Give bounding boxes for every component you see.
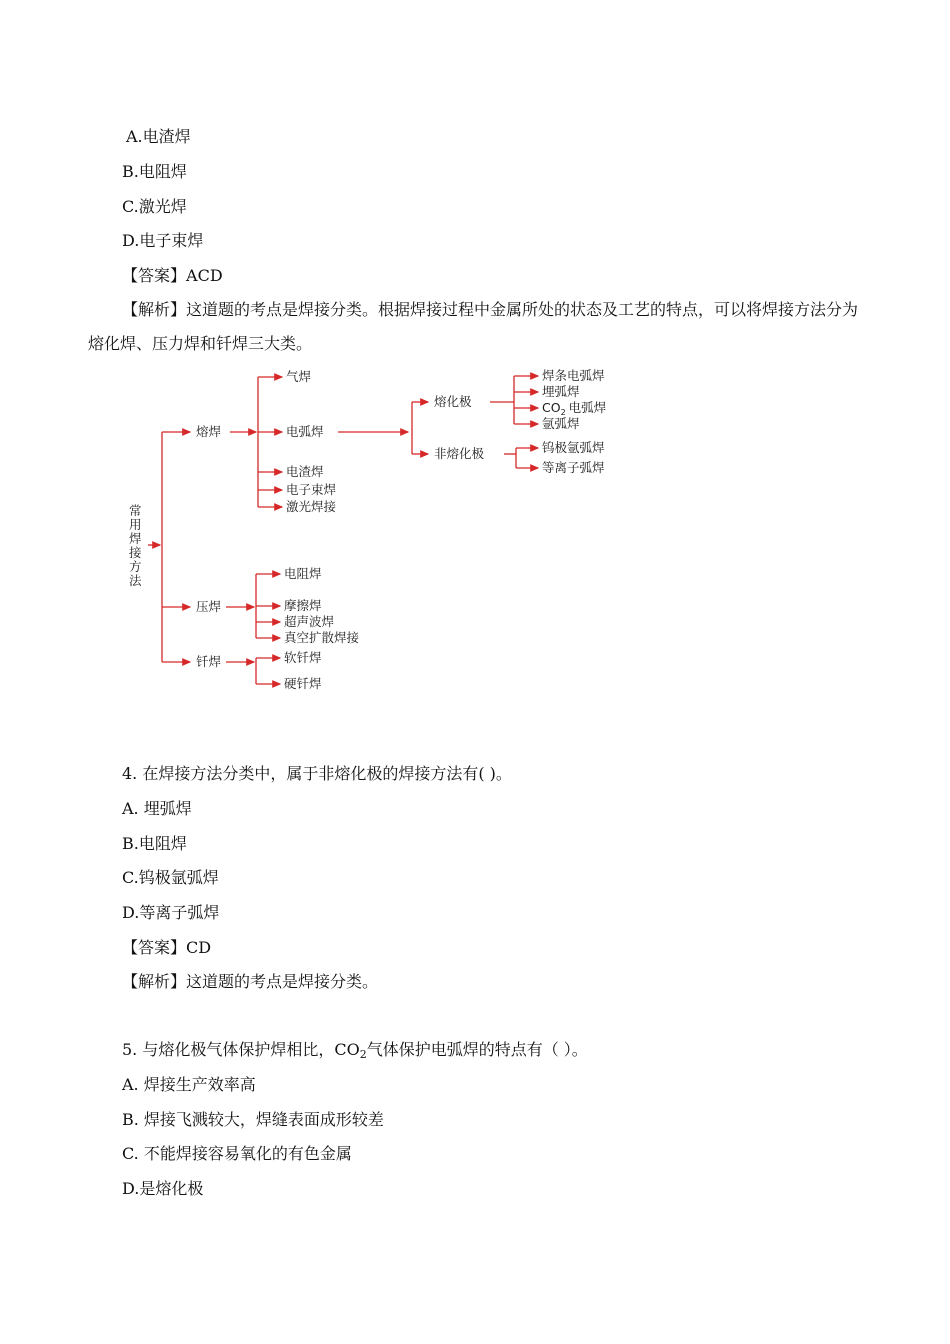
node-plasma: 等离子弧焊 <box>542 460 605 475</box>
q3-option-d: D.电子束焊 <box>122 231 204 250</box>
answer-value: CD <box>186 938 212 957</box>
node-saw: 埋弧焊 <box>542 384 580 399</box>
node-ebeam: 电子束焊 <box>286 482 337 497</box>
q3-answer <box>122 266 223 286</box>
q5-option-b: B. 焊接飞溅较大，焊缝表面成形较差 <box>122 1110 384 1129</box>
node-fusion: 熔焊 <box>196 424 222 439</box>
diagram-svg <box>118 362 638 698</box>
root-char-4: 接 <box>129 545 142 560</box>
node-pressure: 压焊 <box>196 599 222 614</box>
node-hard: 硬钎焊 <box>284 676 322 691</box>
answer-value: ACD <box>186 266 223 285</box>
q5-question-suffix: 气体保护电弧焊的特点有（ ）。 <box>366 1040 588 1059</box>
q4-answer <box>122 938 211 958</box>
answer-label: 【答案】 <box>122 938 187 957</box>
q3-option-c: C.激光焊 <box>122 197 187 216</box>
analysis-label: 【解析】 <box>122 972 187 991</box>
analysis-text: 这道题的考点是焊接分类。 <box>186 972 379 991</box>
root-char-1: 常 <box>129 503 142 518</box>
root-char-5: 方 <box>129 559 142 574</box>
root-char-6: 法 <box>129 573 142 588</box>
node-argon: 氩弧焊 <box>542 416 580 431</box>
q5-option-d: D.是熔化极 <box>122 1179 204 1198</box>
node-consumable: 熔化极 <box>434 394 472 409</box>
q5-question-prefix: 5. 与熔化极气体保护焊相比，CO <box>122 1040 360 1059</box>
answer-label: 【答案】 <box>122 266 187 285</box>
q5-question-sub: 2 <box>359 1048 367 1061</box>
q3-option-b: B.电阻焊 <box>122 162 187 181</box>
welding-classification-diagram <box>118 362 638 698</box>
analysis-text: 这道题的考点是焊接分类。根据焊接过程中金属所处的状态及工艺的特点，可以将焊接方法分为熔化焊、压力焊和钎焊三大类。 <box>88 300 859 353</box>
q5-question <box>122 1040 588 1065</box>
q5-option-c: C. 不能焊接容易氧化的有色金属 <box>122 1144 352 1163</box>
node-laser: 激光焊接 <box>286 499 337 514</box>
q4-option-d: D.等离子弧焊 <box>122 903 220 922</box>
q3-option-a: A.电渣焊 <box>126 127 191 146</box>
root-char-3: 焊 <box>129 531 142 546</box>
q4-option-a: A. 埋弧焊 <box>122 799 192 818</box>
node-gas: 气焊 <box>286 369 312 384</box>
node-electroslag: 电渣焊 <box>286 464 324 479</box>
node-ultrasonic: 超声波焊 <box>284 614 335 629</box>
q4-analysis <box>122 972 378 992</box>
node-vacuum: 真空扩散焊接 <box>284 630 360 645</box>
node-soft: 软钎焊 <box>284 650 322 665</box>
node-arc: 电弧焊 <box>286 424 324 439</box>
node-smaw: 焊条电弧焊 <box>542 368 605 383</box>
node-resistance: 电阻焊 <box>284 566 322 581</box>
node-brazing: 钎焊 <box>196 654 222 669</box>
node-co2: $CO_2$ 电弧焊 <box>542 400 607 417</box>
root-char-2: 用 <box>129 517 142 532</box>
node-nonconsumable: 非熔化极 <box>434 446 485 461</box>
q4-option-b: B.电阻焊 <box>122 834 187 853</box>
q4-question: 4. 在焊接方法分类中，属于非熔化极的焊接方法有( )。 <box>122 764 512 783</box>
q3-analysis <box>88 293 868 361</box>
q5-option-a: A. 焊接生产效率高 <box>122 1075 256 1094</box>
q4-option-c: C.钨极氩弧焊 <box>122 868 219 887</box>
node-friction: 摩擦焊 <box>284 598 322 613</box>
analysis-label: 【解析】 <box>122 300 187 319</box>
node-tig: 钨极氩弧焊 <box>542 440 605 455</box>
